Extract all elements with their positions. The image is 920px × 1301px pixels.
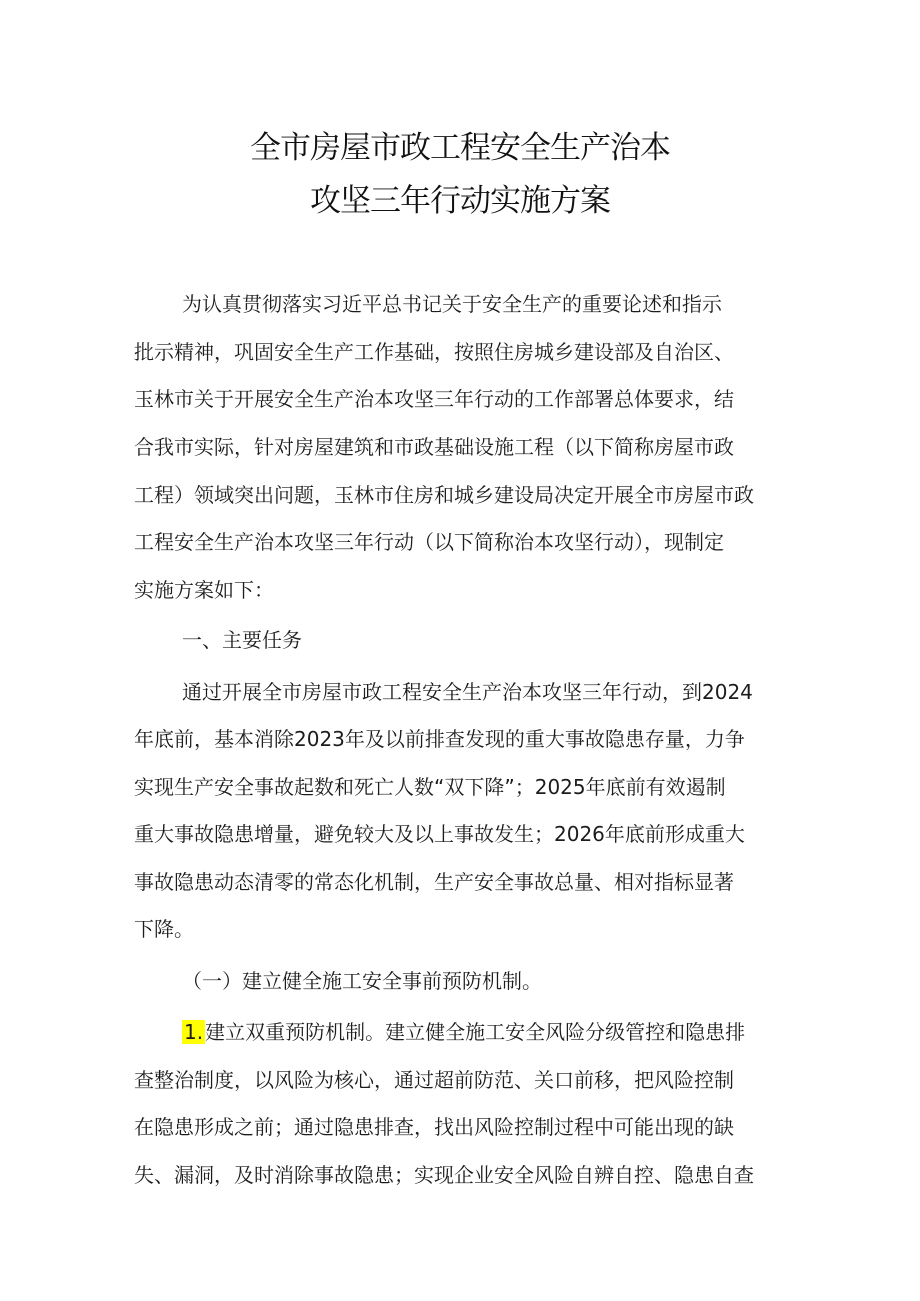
intro-line: 实施方案如下： — [134, 578, 274, 602]
section-paragraph-line: 通过开展全市房屋市政工程安全生产治本攻坚三年行动，到2024 — [182, 680, 753, 704]
section-paragraph-line: 年底前，基本消除2023年及以前排查发现的重大事故隐患存量，力争 — [134, 727, 745, 751]
document-title-line-2: 攻坚三年行动实施方案 — [310, 183, 610, 219]
intro-line: 合我市实际，针对房屋建筑和市政基础设施工程（以下简称房屋市政 — [134, 435, 734, 459]
item-line: 在隐患形成之前；通过隐患排查，找出风险控制过程中可能出现的缺 — [134, 1115, 734, 1139]
section-paragraph-line: 下降。 — [134, 917, 194, 941]
section-paragraph-line: 事故隐患动态清零的常态化机制，生产安全事故总量、相对指标显著 — [134, 870, 734, 894]
intro-line: 为认真贯彻落实习近平总书记关于安全生产的重要论述和指示 — [182, 292, 722, 316]
item-line: 失、漏洞，及时消除事故隐患；实现企业安全风险自辨自控、隐患自查 — [134, 1163, 754, 1187]
intro-line: 工程安全生产治本攻坚三年行动（以下简称治本攻坚行动），现制定 — [134, 530, 724, 554]
intro-line: 批示精神，巩固安全生产工作基础，按照住房城乡建设部及自治区、 — [134, 340, 734, 364]
intro-line: 工程）领域突出问题，玉林市住房和城乡建设局决定开展全市房屋市政 — [134, 483, 754, 507]
item-number-highlight: 1. — [184, 1020, 204, 1044]
item-line: 查整治制度，以风险为核心，通过超前防范、关口前移，把风险控制 — [134, 1068, 734, 1092]
section-heading: 一、主要任务 — [182, 628, 302, 652]
document-title-line-1: 全市房屋市政工程安全生产治本 — [250, 130, 670, 166]
subsection-heading: （一）建立健全施工安全事前预防机制。 — [182, 969, 542, 993]
section-paragraph-line: 实现生产安全事故起数和死亡人数“双下降”；2025年底前有效遏制 — [134, 775, 726, 799]
item-first-line — [182, 1016, 745, 1045]
item-first-line-text: 建立双重预防机制。建立健全施工安全风险分级管控和隐患排 — [205, 1020, 746, 1044]
intro-line: 玉林市关于开展安全生产治本攻坚三年行动的工作部署总体要求，结 — [134, 387, 734, 411]
section-paragraph-line: 重大事故隐患增量，避免较大及以上事故发生；2026年底前形成重大 — [134, 822, 745, 846]
